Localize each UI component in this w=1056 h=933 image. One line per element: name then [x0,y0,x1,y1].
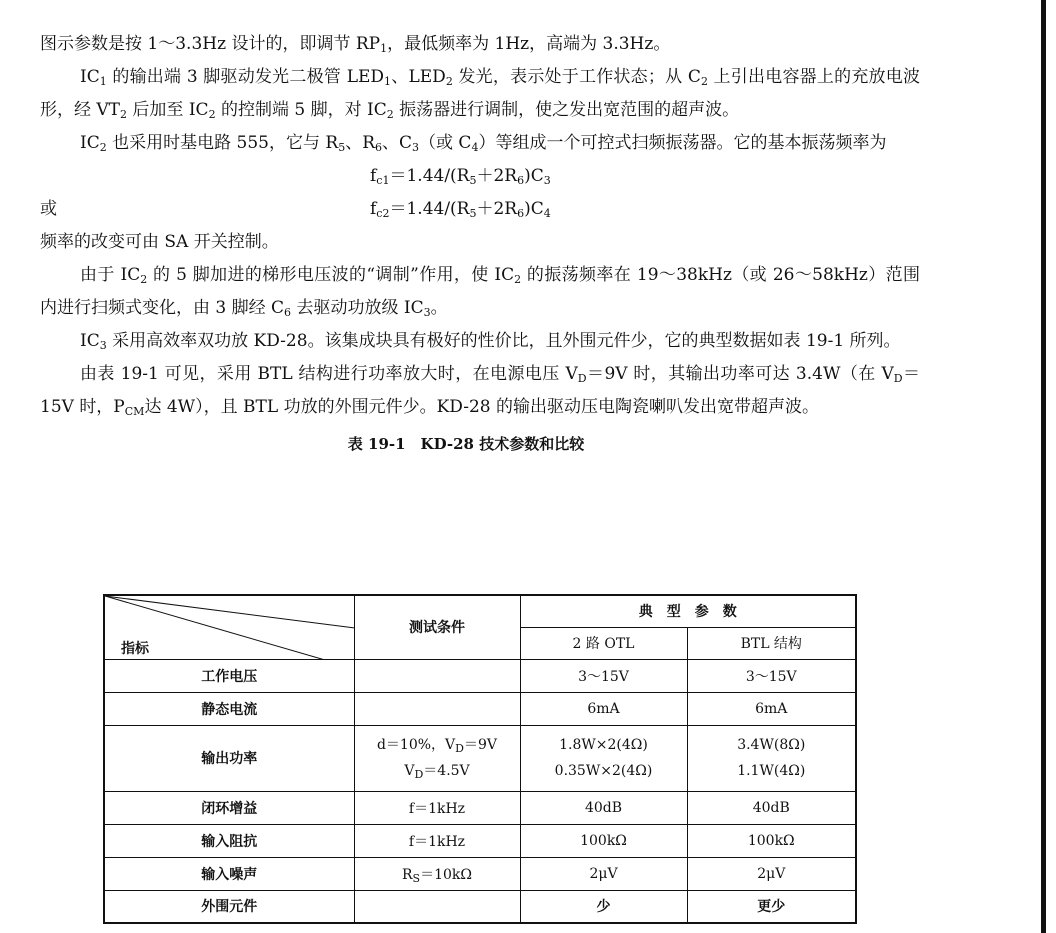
formula-1: $f_{c1}=1.44/(R_5+2R_6)C_3$ [370,166,551,187]
scan-edge [1041,0,1046,933]
spec-table [103,594,857,924]
table-row: 静态电流 6mA 6mA [104,692,856,725]
header-btl: BTL 结构 [687,627,856,659]
paragraph-1: 图示参数是按 1～3.3Hz 设计的，即调节 $RP_1$，最低频率为 1Hz，高端为 3.3Hz。 [40,34,671,55]
table-row: 工作电压 3～15V 3～15V [104,659,856,692]
paragraph-3: $IC_2$ 也采用时基电路 555，它与 $R_5$、$R_6$、$C_3$（或 $C_4$）等组成一个可控式扫频振荡器。它的基本振荡频率为 [80,133,887,154]
paragraph-4: 频率的改变可由 SA 开关控制。 [40,232,279,252]
table-row: 输入噪声 $R_S=10k\Omega$ 2μV 2μV [104,857,856,890]
paragraph-5: 由于 $IC_2$ 的 5 脚加进的梯形电压波的“调制”作用，使 $IC_2$ 的振荡频率在 19～38kHz（或 26～58kHz）范围内进行扫频式变化，由 3 脚经 $C_6$ 去驱动功放级 $IC_3$。 [40,265,920,319]
paragraph-2: $IC_1$ 的输出端 3 脚驱动发光二极管 $LED_1$、$LED_2$ 发光，表示处于工作状态；从 $C_2$ 上引出电容器上的充放电波形，经 $VT_2$ 后加至 $IC_2$ 的控制端 5 脚，对 $IC_2$ 振荡器进行调制，使之发出宽范围的超声波。 [40,67,920,121]
paragraph-6: $IC_3$ 采用高效率双功放 KD-28。该集成块具有极好的性价比，且外围元件少，它的典型数据如表 19-1 所列。 [80,331,901,352]
header-typical: 典 型 参 数 [520,595,856,627]
paragraph-7: 由表 19-1 可见，采用 BTL 结构进行功率放大时，在电源电压 $V_D=9V$ 时，其输出功率可达 3.4W（在 $V_D=15V$ 时，$P_{CM}$达 4W），且 BTL 功放的外围元件少。KD-28 的输出驱动压电陶瓷喇叭发出宽带超声波。 [40,364,921,418]
header-otl: 2 路 OTL [520,627,687,659]
header-condition: 测试条件 [354,595,520,659]
table-row-power: 输出功率 d＝10%，$V_D=9V$ $V_D=4.5V$ 1.8W×2(4Ω) 0.35W×2(4Ω) 3.4W(8Ω) 1.1W(4Ω) [104,725,856,791]
diagonal-header-cell [104,595,354,659]
table-row: 闭环增益 f＝1kHz 40dB 40dB [104,791,856,824]
header-indicator: 指标 [121,641,149,657]
document-body [40,28,920,458]
table-row: 输入阻抗 f＝1kHz 100kΩ 100kΩ [104,824,856,857]
formula-2: 或 $f_{c2}=1.44/(R_5+2R_6)C_4$ [40,199,551,220]
table-row: 外围元件 少 更少 [104,890,856,923]
table-caption: 表 19-1 KD-28 技术参数和比较 [347,435,585,453]
